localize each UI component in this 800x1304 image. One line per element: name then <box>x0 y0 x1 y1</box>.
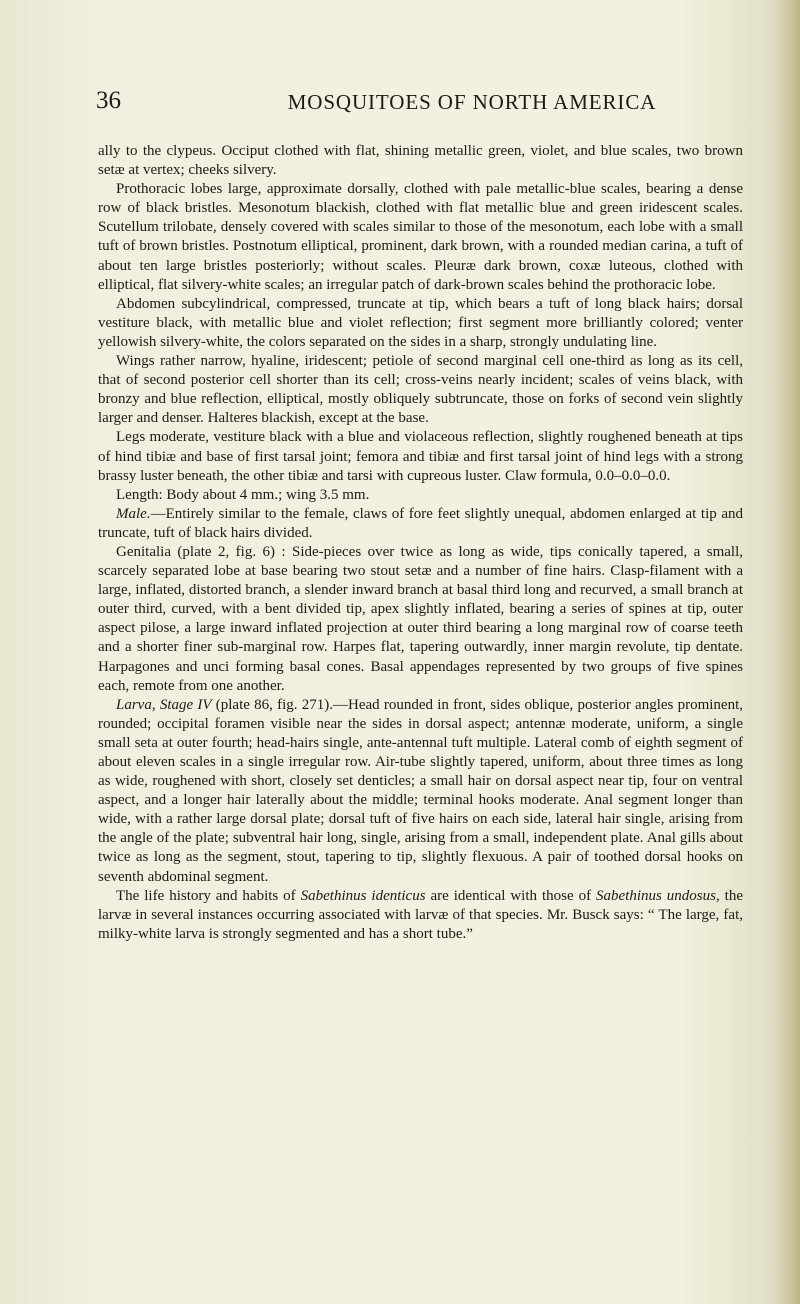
species-name-undosus: Sabethinus undosus, <box>596 887 720 904</box>
paragraph-abdomen: Abdomen subcylindrical, compressed, truncate at tip, which bears a tuft of long black hairs; dorsal vestiture black, with metallic blue and violet reflection; first segment more brilliantly colored; venter yellowish silvery-white, the colors separated on the sides in a sharp, strongly undulating line. <box>98 295 743 350</box>
page-header <box>96 86 738 116</box>
paragraph-thorax: Prothoracic lobes large, approximate dorsally, clothed with pale metallic-blue scales, bearing a dense row of black bristles. Mesonotum blackish, clothed with flat metallic blue and green iridescent scales. Scutellum trilobate, densely covered with scales similar to those of the mesonotum, each lobe with a small tuft of brown bristles. Postnotum elliptical, prominent, dark brown, with a rounded median carina, a tuft of about ten large bristles posteriorly; without scales. Pleuræ dark brown, coxæ luteous, clothed with elliptical, flat silvery-white scales; an irregular patch of dark-brown scales behind the prothoracic lobe. <box>98 181 743 293</box>
species-name-identicus: Sabethinus identicus <box>300 887 426 904</box>
larva-text: (plate 86, fig. 271).—Head rounded in front, sides oblique, posterior angles prominent, rounded; occipital foramen visible near the sides in dorsal aspect; antennæ moderate, uniform, a single small seta at outer fourth; head-hairs single, ante-antennal tuft multiple. Lateral comb of eighth segment of about eleven scales in a single irregular row. Air-tube slightly tapered, uniform, about three times as long as wide, roughened with short, closely set denticles; a small hair on dorsal aspect near tip, four on ventral aspect, and a longer hair laterally about the middle; terminal hooks moderate. Anal segment longer than wide, with a rather large dorsal plate; dorsal tuft of five hairs on each side, lateral hair single, arising from the angle of the plate; subventral hair long, single, arising from a small, independent plate. Anal gills about twice as long as the segment, stout, tapering to tip, slightly flexuous. A pair of toothed dorsal hooks on seventh abdominal segment. <box>98 696 743 885</box>
life-history-text-a: The life history and habits of <box>116 887 301 904</box>
paragraph-genitalia: Genitalia (plate 2, fig. 6) : Side-pieces over twice as long as wide, tips conically tapered, a small, scarcely separated lobe at base bearing two stout setæ and a number of fine hairs. Clasp-filament with a large, inflated, distorted branch, a slender inward branch at basal third long and recurved, a small branch at outer third, curved, with a bent divided tip, apex slightly inflated, bearing a series of spines at tip, outer aspect pilose, a large inward inflated projection at outer third bearing a long marginal row of coarse teeth and a shorter finer sub-marginal row. Harpes flat, tapering outwardly, inner margin revolute, tip dentate. Harpagones and unci forming basal cones. Basal appendages represented by two groups of five spines each, remote from one another. <box>98 543 743 694</box>
paragraph-life-history <box>98 887 743 944</box>
life-history-text-b: are identical with those of <box>425 887 597 904</box>
page-number: 36 <box>96 87 121 114</box>
paragraph-wings: Wings rather narrow, hyaline, iridescent; petiole of second marginal cell one-third as long as its cell, that of second posterior cell shorter than its cell; cross-veins nearly incident; scales of veins black, with bronzy and blue reflection, elliptical, mostly obliquely subtruncate, those on forks of second vein slightly larger and denser. Halteres blackish, except at the base. <box>98 353 743 427</box>
page-edge-shadow <box>778 0 800 1304</box>
paragraph-legs: Legs moderate, vestiture black with a blue and violaceous reflection, slightly roughened beneath at tips of hind tibiæ and base of first tarsal joint; femora and tibiæ and first tarsal joint of hind legs with a strong brassy luster beneath, the other tibiæ and tarsi with cupreous luster. Claw formula, 0.0–0.0–0.0. <box>98 429 743 484</box>
paragraph-length: Length: Body about 4 mm.; wing 3.5 mm. <box>116 486 370 503</box>
male-text: —Entirely similar to the female, claws of fore feet slightly unequal, abdomen enlarged at tip and truncate, tuft of black hairs divided. <box>98 505 743 541</box>
male-label: Male. <box>116 505 151 522</box>
body-text <box>98 142 743 944</box>
paragraph-head-continuation: ally to the clypeus. Occiput clothed with flat, shining metallic green, violet, and blue scales, two brown setæ at vertex; cheeks silvery. <box>98 143 743 179</box>
life-history-text-c: the larvæ in several instances occurring associated with larvæ of that species. Mr. Busck says: “ The large, fat, milky-white larva is strongly segmented and has a short tube.” <box>98 887 743 942</box>
larva-label: Larva, Stage IV <box>116 696 212 713</box>
paragraph-larva <box>98 696 743 887</box>
running-title: MOSQUITOES OF NORTH AMERICA <box>287 90 657 114</box>
paragraph-male <box>98 505 743 543</box>
